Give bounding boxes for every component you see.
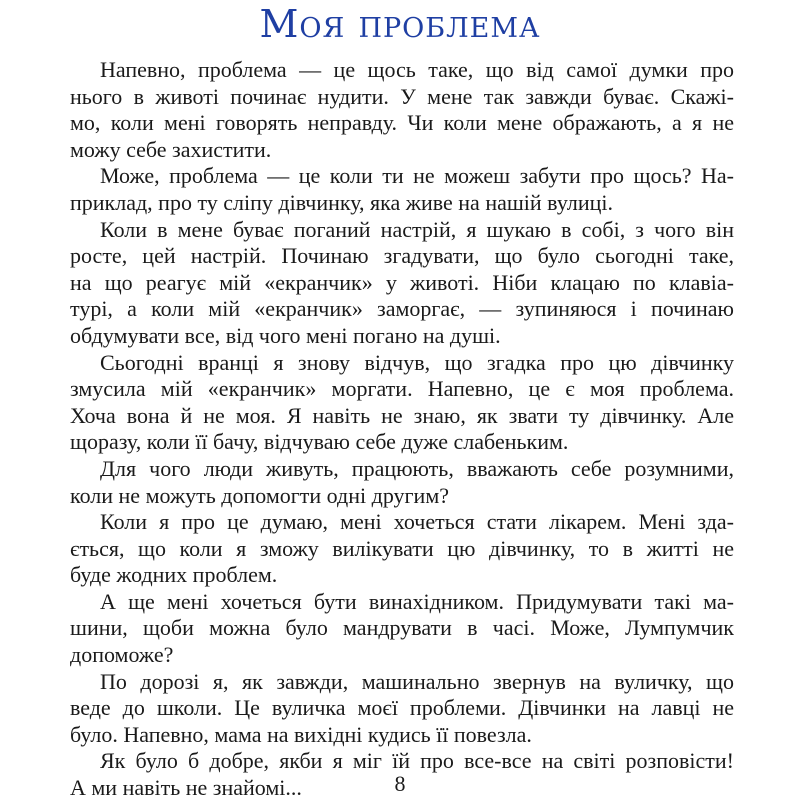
text-line: Може, проблема — це коли ти не можеш забути про щось? На- <box>100 163 734 189</box>
text-line: нього в животі починає нудити. У мене так завжди буває. Скажі- <box>70 83 734 109</box>
text-line: буде жодних проблем. <box>70 562 278 588</box>
text-line: обдумувати все, від чого мені погано на душі. <box>70 322 501 348</box>
page-number: 8 <box>394 771 406 796</box>
text-line: Сьогодні вранці я знову відчув, що згадка про цю дівчинку <box>100 349 734 375</box>
text-line: А ще мені хочеться бути винахідником. Придумувати такі ма- <box>100 588 734 614</box>
text-line: допоможе? <box>70 642 174 668</box>
text-line: По дорозі я, як завжди, машинально звернув на вуличку, що <box>100 668 734 694</box>
text-line: приклад, про ту сліпу дівчинку, яка живе на нашій вулиці. <box>70 189 613 215</box>
text-line: мо, коли мені говорять неправду. Чи коли мене ображають, а я не <box>70 110 734 136</box>
text-line: коли не можуть допомогти одні другим? <box>70 482 450 508</box>
text-line: можу себе захистити. <box>70 136 272 162</box>
text-line: було. Напевно, мама на вихідні кудись її повезла. <box>70 721 532 747</box>
text-line: щоразу, коли її бачу, відчуваю себе дуже слабеньким. <box>70 429 569 455</box>
text-line: шини, щоби можна було мандрувати в часі. Може, Лумпумчик <box>70 615 734 641</box>
text-line: Для чого люди живуть, працюють, вважають себе розумними, <box>100 455 734 481</box>
text-line: ється, що коли я зможу вилікувати цю дівчинку, то в житті не <box>70 535 734 561</box>
text-line: Як було б добре, якби я міг їй про все-все на світі розповісти! <box>100 748 734 774</box>
text-line: росте, цей настрій. Починаю згадувати, що було сьогодні таке, <box>70 243 734 269</box>
story-text <box>70 57 734 802</box>
text-line: А ми навіть не знайомі... <box>70 775 302 801</box>
text-line: Напевно, проблема — це щось таке, що від самої думки про <box>100 57 734 82</box>
text-line: турі, а коли мій «екранчик» заморгає, — зупиняюся і починаю <box>70 296 734 322</box>
text-line: Хоча вона й не моя. Я навіть не знаю, як звати ту дівчинку. Але <box>70 402 734 428</box>
text-line: на що реагує мій «екранчик» у животі. Ніби клацаю по клавіа- <box>70 269 734 295</box>
text-line: Коли в мене буває поганий настрій, я шукаю в собі, з чого він <box>100 216 734 242</box>
page-title: Моя проблема <box>259 2 541 46</box>
text-line: змусила мій «екранчик» моргати. Напевно, це є моя проблема. <box>70 376 734 402</box>
text-line: веде до школи. Це вуличка моєї проблеми. Дівчинки на лавці не <box>70 695 734 721</box>
text-line: Коли я про це думаю, мені хочеться стати лікарем. Мені зда- <box>100 509 734 535</box>
